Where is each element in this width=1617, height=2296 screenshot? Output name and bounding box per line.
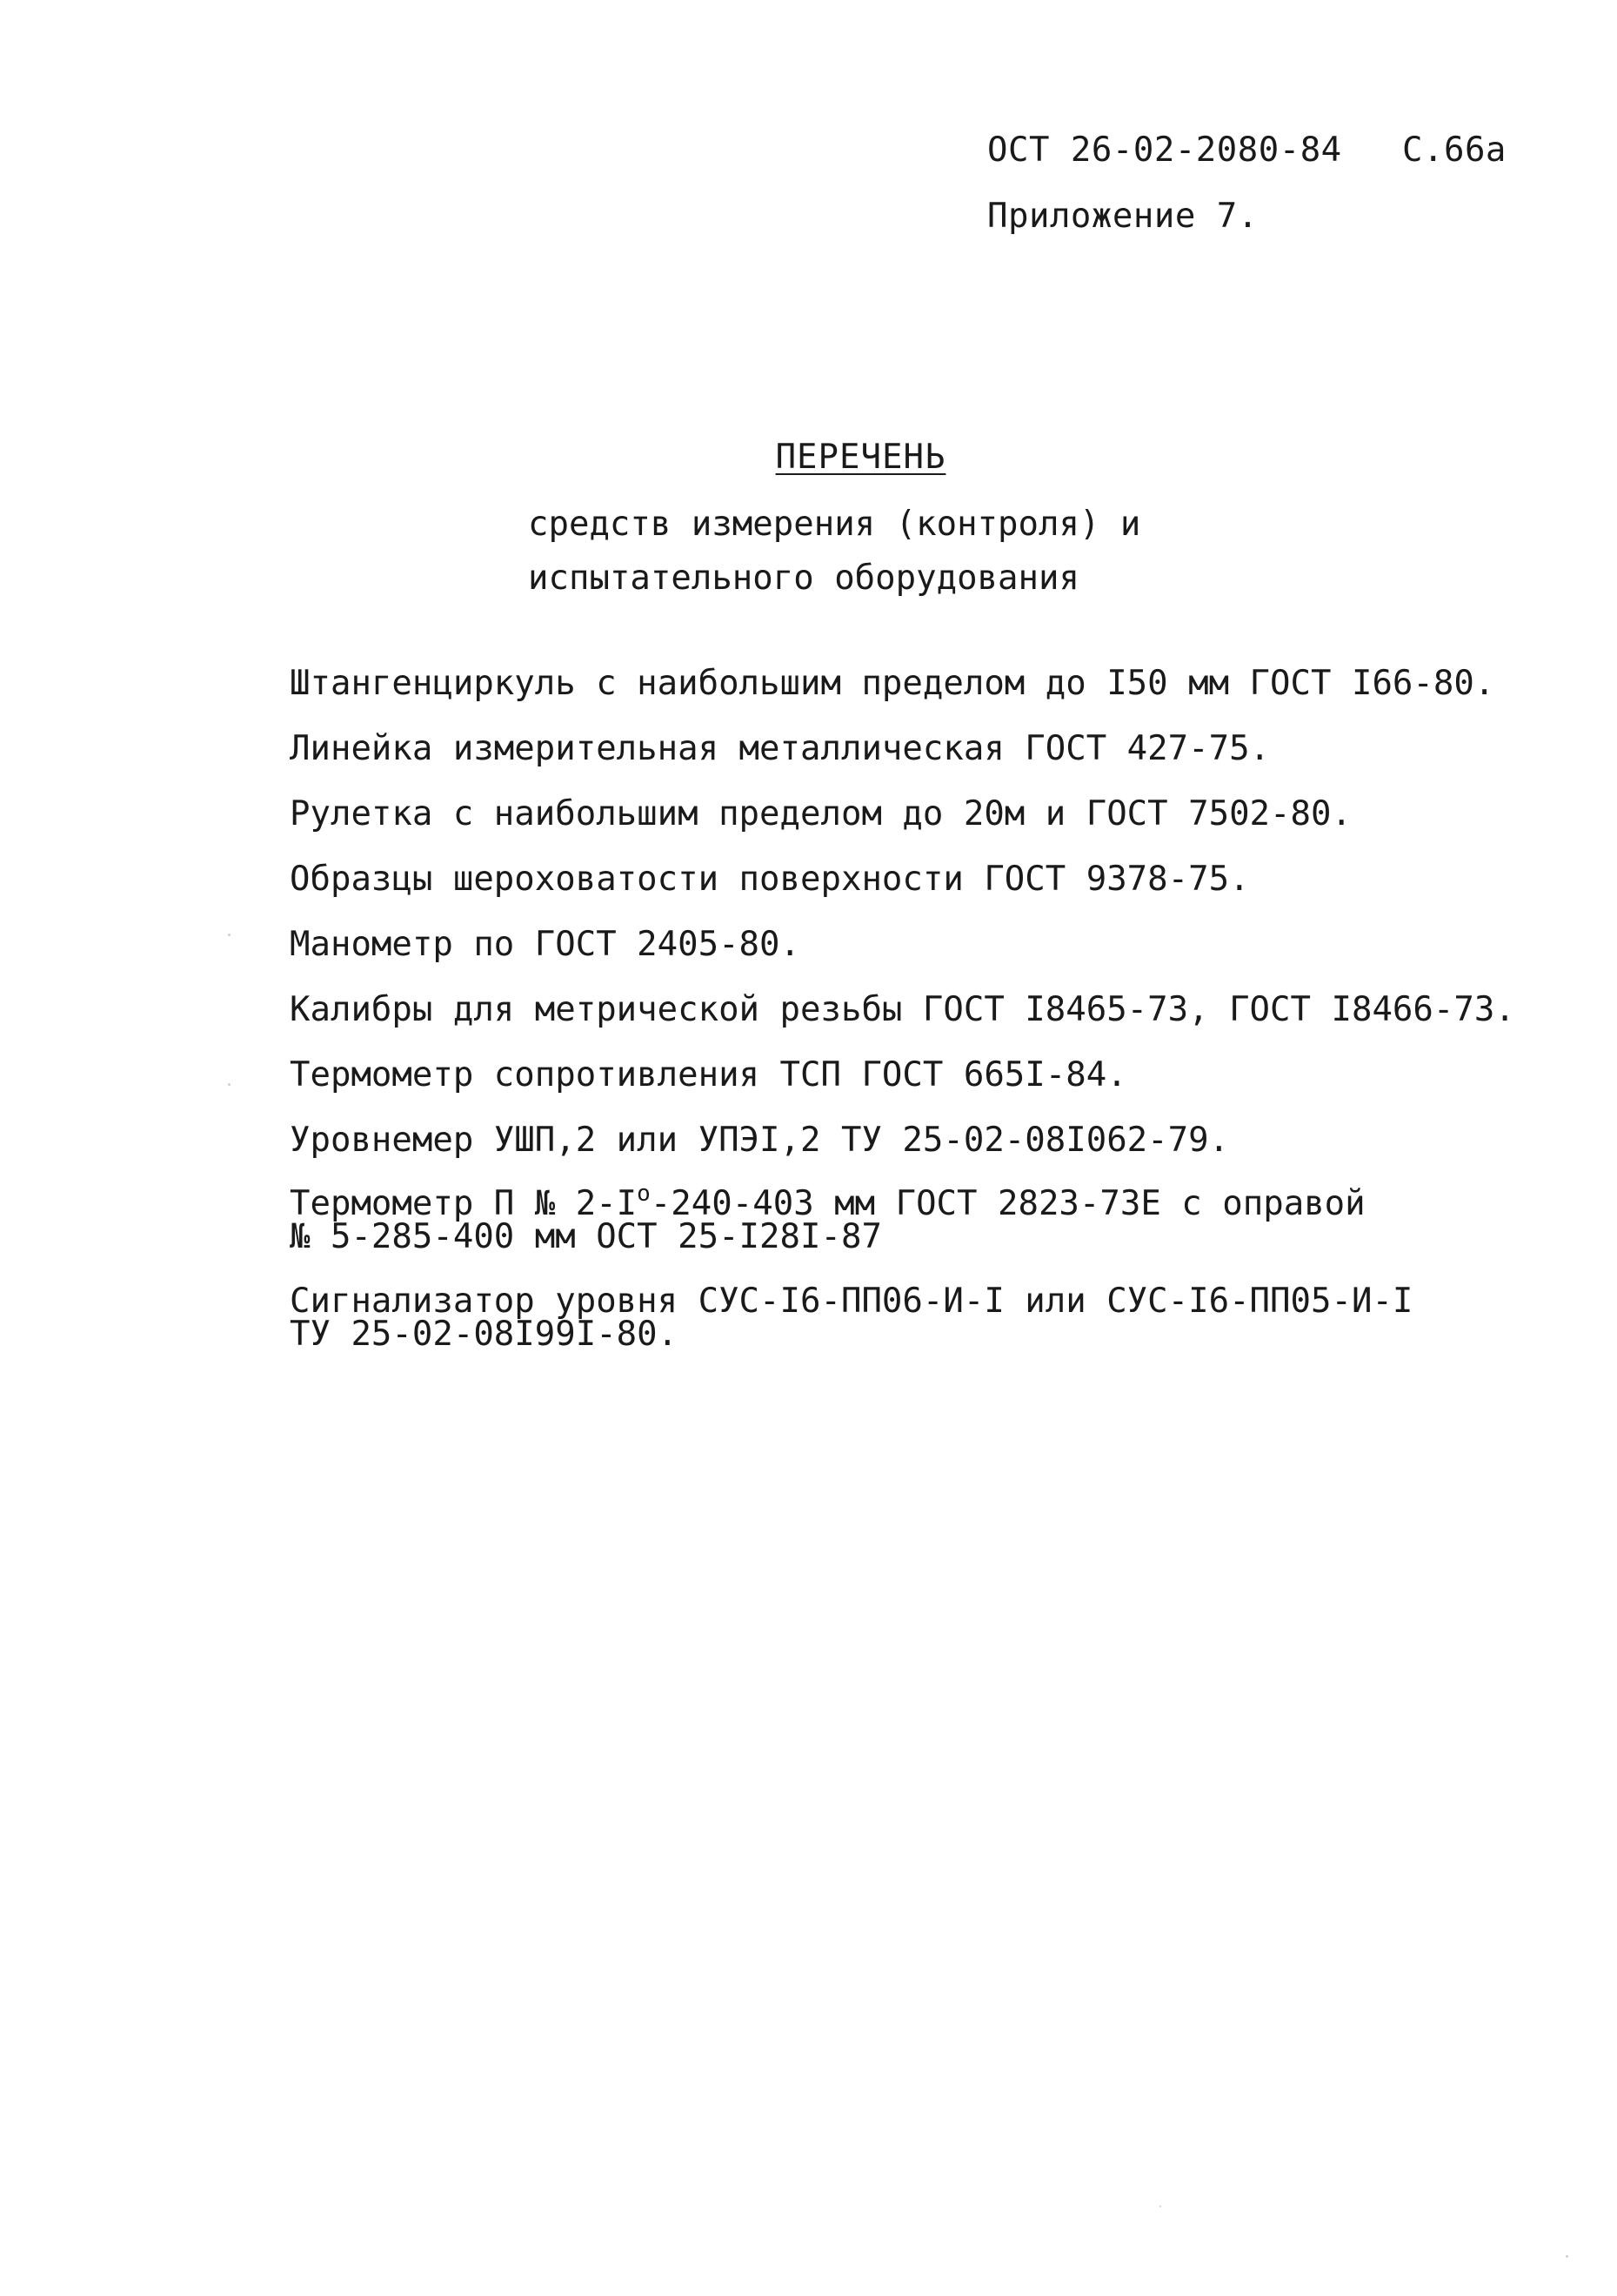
list-item: [290, 1181, 1366, 1256]
list-item: Калибры для метрической резьбы ГОСТ I8465-73, ГОСТ I8466-73.: [290, 990, 1515, 1029]
appendix-label: Приложение 7.: [987, 197, 1259, 236]
list-item-line-1: Сигнализатор уровня СУС-I6-ПП06-И-I или СУС-I6-ПП05-И-I: [290, 1282, 1413, 1321]
list-item: Образцы шероховатости поверхности ГОСТ 9378-75.: [290, 860, 1250, 899]
list-item-line-2: № 5-285-400 мм ОСТ 25-I28I-87: [290, 1217, 882, 1256]
title-text: ПЕРЕЧЕНЬ: [775, 438, 946, 477]
subtitle-line-2: испытательного оборудования: [528, 559, 1079, 598]
document-number: ОСТ 26-02-2080-84: [987, 131, 1342, 170]
list-item: Манометр по ГОСТ 2405-80.: [290, 925, 800, 964]
scan-speck: [1159, 2206, 1161, 2207]
list-item-text: Термометр П № 2-I: [290, 1184, 638, 1223]
list-item-line-2: ТУ 25-02-08I99I-80.: [290, 1315, 678, 1354]
list-item: [290, 1282, 1413, 1354]
scan-speck: [1566, 2255, 1568, 2258]
page-number: С.66а: [1402, 131, 1507, 170]
list-item: Линейка измерительная металлическая ГОСТ 427-75.: [290, 729, 1271, 768]
list-item: Штангенциркуль с наибольшим пределом до I50 мм ГОСТ I66-80.: [290, 664, 1495, 703]
list-item: Термометр сопротивления ТСП ГОСТ 665I-84.: [290, 1055, 1127, 1094]
degree-superscript: о: [637, 1181, 651, 1207]
document-title: [52, 438, 1617, 477]
subtitle-line-1: средств измерения (контроля) и: [528, 505, 1141, 544]
scan-speck: [228, 1083, 231, 1086]
list-item-text: -240-403 мм ГОСТ 2823-73Е с оправой: [650, 1184, 1366, 1223]
list-item: Рулетка с наибольшим пределом до 20м и ГОСТ 7502-80.: [290, 794, 1352, 833]
list-item: Уровнемер УШП,2 или УПЭI,2 ТУ 25-02-08I062-79.: [290, 1121, 1230, 1160]
scan-speck: [228, 934, 231, 936]
